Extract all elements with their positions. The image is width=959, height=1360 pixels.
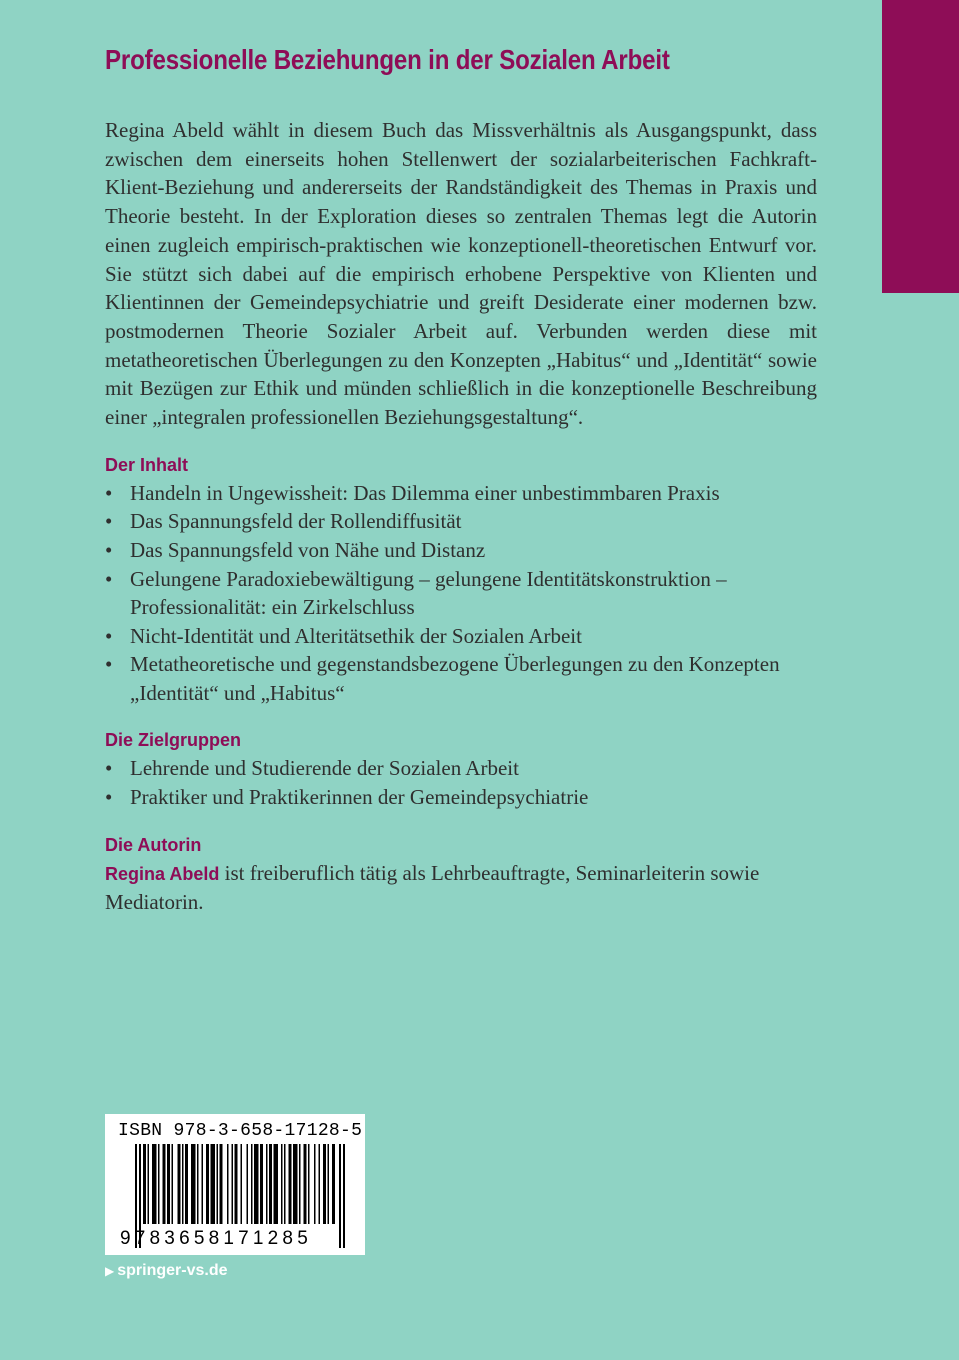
- play-triangle-icon: ▶: [105, 1264, 115, 1278]
- zielgruppen-heading: Die Zielgruppen: [105, 730, 242, 751]
- bullet-icon: •: [105, 509, 113, 534]
- list-item: • Das Spannungsfeld der Rollendiffusität: [105, 507, 817, 536]
- author-bio: [105, 859, 817, 917]
- book-blurb: Regina Abeld wählt in diesem Buch das Missverhältnis als Ausgangspunkt, dass zwischen dem einerseits hohen Stellenwert der sozialarbeiterischen Fachkraft-Klient-Beziehung und andererseits der Randständigkeit des Themas in Praxis und Theorie besteht. In der Exploration dieses so zentralen Themas legt die Autorin einen zugleich empirisch-praktischen wie konzeptionell-theoretischen Entwurf vor. Sie stützt sich dabei auf die empirisch erhobene Perspektive von Klienten und Klientinnen der Gemeindepsychiatrie und greift Desiderate einer modernen bzw. postmodernen Theorie Sozialer Arbeit auf. Verbunden werden diese mit metatheoretischen Überlegungen zu den Konzepten „Habitus“ und „Identität“ sowie mit Bezügen zur Ethik und münden schließlich in die konzeptionelle Beschreibung einer „integralen professionellen Beziehungsgestaltung“.: [105, 118, 817, 430]
- inhalt-section: [105, 451, 817, 708]
- barcode-digits: 9783658171285: [120, 1228, 312, 1249]
- autorin-heading: Die Autorin: [105, 834, 202, 855]
- list-item: • Praktiker und Praktikerinnen der Gemeindepsychiatrie: [105, 783, 817, 812]
- list-item: • Handeln in Ungewissheit: Das Dilemma einer unbestimmbaren Praxis: [105, 479, 817, 508]
- book-title: Professionelle Beziehungen in der Sozialen Arbeit: [105, 44, 670, 75]
- inhalt-heading: Der Inhalt: [105, 454, 189, 475]
- bullet-icon: •: [105, 480, 113, 505]
- list-item: • Das Spannungsfeld von Nähe und Distanz: [105, 536, 817, 565]
- publisher-link[interactable]: [105, 1262, 228, 1280]
- bullet-icon: •: [105, 785, 113, 810]
- publisher-url: springer-vs.de: [117, 1262, 228, 1279]
- bullet-icon: •: [105, 566, 113, 591]
- bullet-icon: •: [105, 623, 113, 648]
- isbn-label: ISBN 978-3-658-17128-5: [118, 1121, 363, 1141]
- side-color-tab: [882, 0, 959, 293]
- zielgruppen-section: [105, 726, 817, 811]
- inhalt-list: [105, 479, 817, 708]
- author-description: ist freiberuflich tätig als Lehrbeauftragte, Seminarleiterin sowie Mediatorin.: [105, 860, 760, 915]
- list-item: • Gelungene Paradoxiebewältigung – gelungene Identitätskonstruktion – Professionalität: ein Zirkelschluss: [105, 566, 727, 620]
- list-item: • Lehrende und Studierende der Sozialen Arbeit: [105, 754, 817, 783]
- isbn-barcode: [105, 1114, 365, 1255]
- zielgruppen-list: [105, 754, 817, 811]
- bullet-icon: •: [105, 756, 113, 781]
- author-name: Regina Abeld: [105, 863, 220, 884]
- back-cover-text: [105, 44, 817, 917]
- bullet-icon: •: [105, 537, 113, 562]
- list-item: • Metatheoretische und gegenstandsbezogene Überlegungen zu den Konzepten „Identität“ und „Habitus“: [105, 652, 780, 705]
- autorin-section: [105, 831, 817, 917]
- list-item: • Nicht-Identität und Alteritätsethik der Sozialen Arbeit: [105, 622, 817, 651]
- bullet-icon: •: [105, 652, 113, 677]
